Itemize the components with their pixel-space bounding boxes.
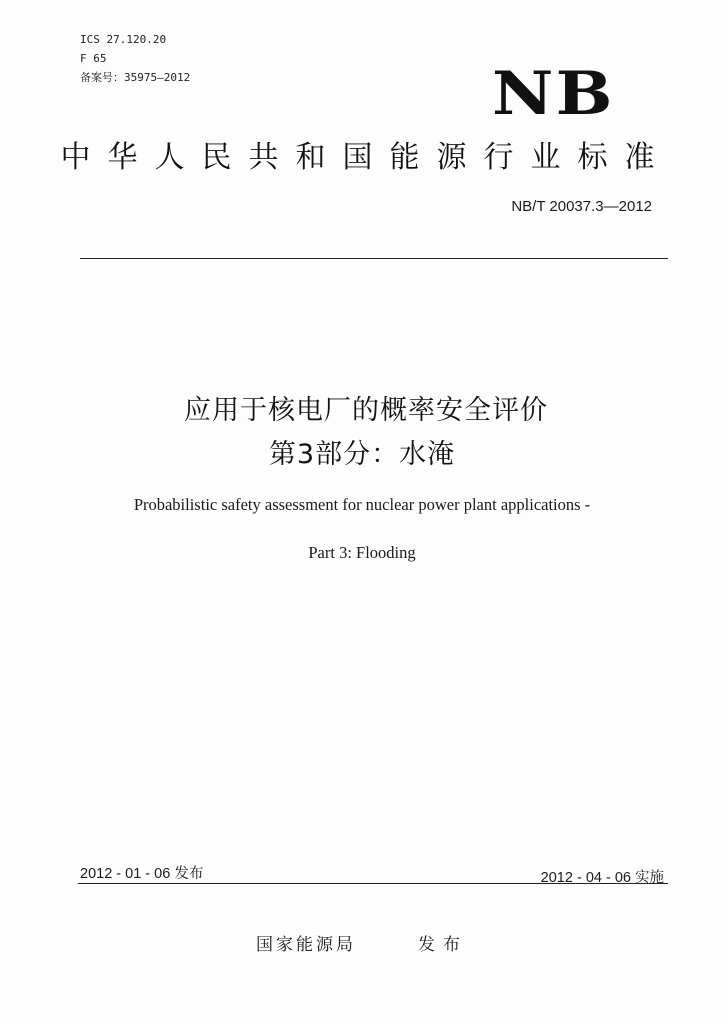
issuer-name: 国家能源局 bbox=[256, 935, 356, 955]
issuing-body-line: 中华人民共和国能源行业标准 bbox=[60, 140, 672, 175]
footer-divider bbox=[78, 883, 668, 884]
ccs-code: F 65 bbox=[80, 52, 107, 65]
standard-number: NB/T 20037.3—2012 bbox=[511, 198, 652, 215]
effective-date: 2012 - 04 - 06 实施 bbox=[540, 870, 664, 886]
classification-block bbox=[80, 30, 190, 87]
title-english-line1: Probabilistic safety assessment for nuclear power plant applications - bbox=[133, 495, 591, 514]
title-chinese-line1: 应用于核电厂的概率安全评价 bbox=[184, 395, 548, 426]
title-chinese-line2: 第3部分：水淹 bbox=[268, 439, 456, 470]
record-number: 备案号：35975—2012 bbox=[80, 71, 191, 84]
header-divider bbox=[80, 258, 668, 259]
nb-logo: NB bbox=[492, 59, 615, 129]
publish-date: 2012 - 01 - 06 发布 bbox=[80, 866, 204, 882]
issue-label: 发布 bbox=[418, 935, 468, 955]
ics-code: ICS 27.120.20 bbox=[80, 33, 167, 46]
title-english-line2: Part 3: Flooding bbox=[308, 543, 416, 562]
